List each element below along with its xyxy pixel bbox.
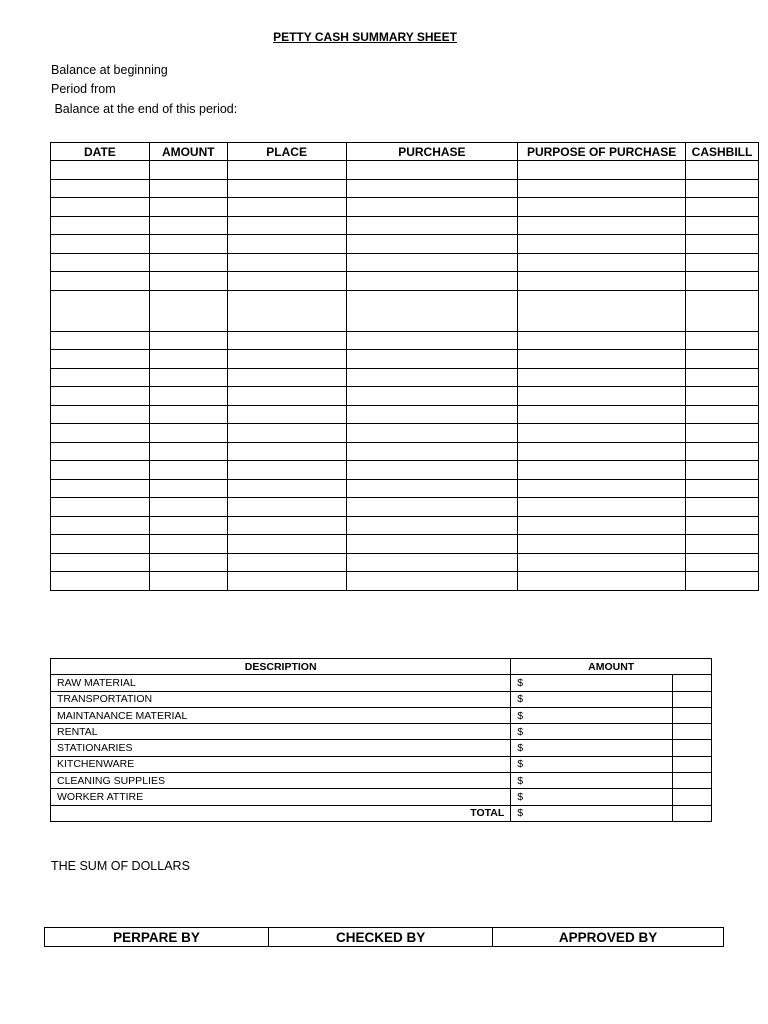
- total-label: TOTAL: [51, 805, 511, 821]
- table-cell[interactable]: [149, 461, 227, 480]
- summary-row: [51, 675, 712, 691]
- page-title: PETTY CASH SUMMARY SHEET: [273, 30, 457, 44]
- table-cell[interactable]: [685, 516, 758, 535]
- extra-cell[interactable]: [673, 691, 712, 707]
- table-cell[interactable]: [346, 553, 518, 572]
- table-cell[interactable]: [685, 179, 758, 198]
- amount-cell[interactable]: [535, 707, 673, 723]
- dollar-sign: $: [511, 691, 535, 707]
- table-cell[interactable]: [518, 572, 686, 591]
- prepared-by-cell[interactable]: PERPARE BY: [45, 928, 269, 947]
- table-body: [51, 161, 759, 591]
- table-cell[interactable]: [346, 290, 518, 331]
- table-cell[interactable]: [149, 290, 227, 331]
- table-cell[interactable]: [51, 368, 150, 387]
- column-header-amount: AMOUNT: [149, 143, 227, 161]
- table-cell[interactable]: [518, 424, 686, 443]
- extra-cell[interactable]: [673, 740, 712, 756]
- table-cell[interactable]: [149, 405, 227, 424]
- table-cell[interactable]: [518, 498, 686, 517]
- table-row: [51, 405, 759, 424]
- table-cell[interactable]: [346, 216, 518, 235]
- column-header-cashbill: CASHBILL: [685, 143, 758, 161]
- table-cell[interactable]: [346, 198, 518, 217]
- signature-row: [45, 928, 724, 947]
- table-cell[interactable]: [685, 405, 758, 424]
- table-row: [51, 553, 759, 572]
- table-cell[interactable]: [51, 350, 150, 369]
- table-cell[interactable]: [685, 350, 758, 369]
- extra-cell[interactable]: [673, 675, 712, 691]
- table-cell[interactable]: [51, 331, 150, 350]
- table-cell[interactable]: [227, 498, 346, 517]
- table-cell[interactable]: [51, 405, 150, 424]
- table-header-row: [51, 143, 759, 161]
- summary-row: [51, 707, 712, 723]
- table-cell[interactable]: [346, 272, 518, 291]
- table-cell[interactable]: [149, 368, 227, 387]
- extra-cell[interactable]: [673, 707, 712, 723]
- table-cell[interactable]: [518, 368, 686, 387]
- table-row: [51, 198, 759, 217]
- table-cell[interactable]: [518, 535, 686, 554]
- amount-cell[interactable]: [535, 724, 673, 740]
- table-cell[interactable]: [227, 368, 346, 387]
- table-cell[interactable]: [518, 290, 686, 331]
- table-cell[interactable]: [51, 553, 150, 572]
- table-cell[interactable]: [227, 272, 346, 291]
- table-cell[interactable]: [227, 535, 346, 554]
- approved-by-cell[interactable]: APPROVED BY: [493, 928, 724, 947]
- summary-row: [51, 773, 712, 789]
- summary-header-description: DESCRIPTION: [51, 659, 511, 675]
- table-cell[interactable]: [149, 442, 227, 461]
- dollar-sign: $: [511, 773, 535, 789]
- table-cell[interactable]: [51, 424, 150, 443]
- table-cell[interactable]: [518, 461, 686, 480]
- table-cell[interactable]: [685, 161, 758, 180]
- table-row: [51, 331, 759, 350]
- column-header-purpose: PURPOSE OF PURCHASE: [518, 143, 686, 161]
- table-cell[interactable]: [518, 387, 686, 406]
- table-row: [51, 498, 759, 517]
- summary-row: [51, 691, 712, 707]
- table-cell[interactable]: [51, 179, 150, 198]
- table-cell[interactable]: [149, 331, 227, 350]
- table-row: [51, 479, 759, 498]
- table-cell[interactable]: [227, 516, 346, 535]
- table-cell[interactable]: [346, 424, 518, 443]
- table-cell[interactable]: [227, 442, 346, 461]
- summary-body: [51, 675, 712, 822]
- expense-description: STATIONARIES: [51, 740, 511, 756]
- dollar-sign: $: [511, 789, 535, 805]
- table-cell[interactable]: [51, 387, 150, 406]
- table-cell[interactable]: [51, 216, 150, 235]
- dollar-sign: $: [511, 724, 535, 740]
- table-cell[interactable]: [518, 350, 686, 369]
- summary-total-row: [51, 805, 712, 821]
- dollar-sign: $: [511, 675, 535, 691]
- table-cell[interactable]: [685, 253, 758, 272]
- table-cell[interactable]: [149, 198, 227, 217]
- table-cell[interactable]: [227, 350, 346, 369]
- checked-by-cell[interactable]: CHECKED BY: [269, 928, 493, 947]
- table-cell[interactable]: [685, 272, 758, 291]
- table-cell[interactable]: [685, 216, 758, 235]
- table-cell[interactable]: [227, 424, 346, 443]
- table-cell[interactable]: [227, 461, 346, 480]
- table-cell[interactable]: [518, 516, 686, 535]
- table-row: [51, 516, 759, 535]
- dollar-sign: $: [511, 805, 535, 821]
- table-cell[interactable]: [685, 290, 758, 331]
- table-cell[interactable]: [685, 331, 758, 350]
- table-cell[interactable]: [346, 350, 518, 369]
- amount-cell[interactable]: [535, 805, 673, 821]
- table-cell[interactable]: [518, 479, 686, 498]
- table-cell[interactable]: [227, 387, 346, 406]
- table-cell[interactable]: [227, 405, 346, 424]
- summary-row: [51, 789, 712, 805]
- table-row: [51, 161, 759, 180]
- table-row: [51, 535, 759, 554]
- table-cell[interactable]: [346, 572, 518, 591]
- table-cell[interactable]: [346, 235, 518, 254]
- table-cell[interactable]: [346, 161, 518, 180]
- summary-row: [51, 756, 712, 772]
- table-cell[interactable]: [685, 498, 758, 517]
- table-row: [51, 368, 759, 387]
- table-cell[interactable]: [685, 553, 758, 572]
- table-cell[interactable]: [149, 350, 227, 369]
- table-cell[interactable]: [685, 424, 758, 443]
- column-header-purchase: PURCHASE: [346, 143, 518, 161]
- table-cell[interactable]: [149, 387, 227, 406]
- table-cell[interactable]: [149, 479, 227, 498]
- table-cell[interactable]: [685, 572, 758, 591]
- table-cell[interactable]: [149, 535, 227, 554]
- extra-cell[interactable]: [673, 756, 712, 772]
- dollar-sign: $: [511, 756, 535, 772]
- table-cell[interactable]: [227, 198, 346, 217]
- table-row: [51, 290, 759, 331]
- expense-description: WORKER ATTIRE: [51, 789, 511, 805]
- table-cell[interactable]: [149, 161, 227, 180]
- extra-cell[interactable]: [673, 773, 712, 789]
- table-cell[interactable]: [149, 553, 227, 572]
- table-cell[interactable]: [227, 572, 346, 591]
- table-cell[interactable]: [51, 535, 150, 554]
- table-cell[interactable]: [227, 290, 346, 331]
- table-cell[interactable]: [227, 179, 346, 198]
- table-cell[interactable]: [346, 179, 518, 198]
- amount-cell[interactable]: [535, 740, 673, 756]
- table-cell[interactable]: [518, 553, 686, 572]
- column-header-date: DATE: [51, 143, 150, 161]
- signature-table: [44, 927, 724, 947]
- summary-row: [51, 724, 712, 740]
- table-cell[interactable]: [346, 461, 518, 480]
- table-cell[interactable]: [518, 405, 686, 424]
- table-cell[interactable]: [227, 479, 346, 498]
- table-cell[interactable]: [227, 553, 346, 572]
- table-cell[interactable]: [346, 368, 518, 387]
- table-cell[interactable]: [51, 461, 150, 480]
- table-cell[interactable]: [346, 479, 518, 498]
- expense-description: KITCHENWARE: [51, 756, 511, 772]
- dollar-sign: $: [511, 740, 535, 756]
- table-row: [51, 424, 759, 443]
- table-row: [51, 179, 759, 198]
- table-cell[interactable]: [518, 179, 686, 198]
- table-cell[interactable]: [149, 179, 227, 198]
- table-row: [51, 350, 759, 369]
- table-row: [51, 253, 759, 272]
- summary-table: [50, 658, 712, 822]
- table-cell[interactable]: [518, 216, 686, 235]
- table-cell[interactable]: [51, 572, 150, 591]
- table-cell[interactable]: [518, 253, 686, 272]
- table-cell[interactable]: [51, 161, 150, 180]
- table-cell[interactable]: [149, 498, 227, 517]
- table-cell[interactable]: [346, 331, 518, 350]
- table-row: [51, 461, 759, 480]
- table-row: [51, 235, 759, 254]
- period-from-label: Period from: [51, 82, 116, 96]
- table-cell[interactable]: [518, 198, 686, 217]
- table-cell[interactable]: [51, 198, 150, 217]
- summary-row: [51, 740, 712, 756]
- amount-cell[interactable]: [535, 675, 673, 691]
- extra-cell[interactable]: [673, 724, 712, 740]
- table-cell[interactable]: [346, 516, 518, 535]
- table-cell[interactable]: [346, 535, 518, 554]
- table-cell[interactable]: [518, 272, 686, 291]
- table-cell[interactable]: [149, 272, 227, 291]
- table-row: [51, 272, 759, 291]
- summary-header-amount: AMOUNT: [511, 659, 712, 675]
- amount-cell[interactable]: [535, 773, 673, 789]
- table-cell[interactable]: [149, 572, 227, 591]
- table-cell[interactable]: [685, 198, 758, 217]
- table-cell[interactable]: [518, 161, 686, 180]
- dollar-sign: $: [511, 707, 535, 723]
- table-cell[interactable]: [149, 424, 227, 443]
- sum-of-dollars-label: THE SUM OF DOLLARS: [51, 859, 190, 873]
- table-cell[interactable]: [51, 290, 150, 331]
- table-cell[interactable]: [685, 442, 758, 461]
- table-cell[interactable]: [149, 216, 227, 235]
- table-row: [51, 572, 759, 591]
- table-cell[interactable]: [346, 253, 518, 272]
- table-cell[interactable]: [51, 498, 150, 517]
- extra-cell[interactable]: [673, 805, 712, 821]
- expense-description: RAW MATERIAL: [51, 675, 511, 691]
- table-cell[interactable]: [346, 387, 518, 406]
- table-cell[interactable]: [346, 498, 518, 517]
- table-cell[interactable]: [51, 272, 150, 291]
- table-row: [51, 387, 759, 406]
- table-cell[interactable]: [51, 235, 150, 254]
- column-header-place: PLACE: [227, 143, 346, 161]
- petty-cash-table: [50, 142, 759, 591]
- summary-header-row: [51, 659, 712, 675]
- table-cell[interactable]: [518, 442, 686, 461]
- balance-end-label: Balance at the end of this period:: [51, 102, 238, 116]
- amount-cell[interactable]: [535, 756, 673, 772]
- table-cell[interactable]: [685, 461, 758, 480]
- table-cell[interactable]: [149, 235, 227, 254]
- expense-description: MAINTANANCE MATERIAL: [51, 707, 511, 723]
- extra-cell[interactable]: [673, 789, 712, 805]
- table-cell[interactable]: [346, 405, 518, 424]
- table-cell[interactable]: [227, 235, 346, 254]
- expense-description: RENTAL: [51, 724, 511, 740]
- table-cell[interactable]: [685, 235, 758, 254]
- table-cell[interactable]: [346, 442, 518, 461]
- table-row: [51, 442, 759, 461]
- table-cell[interactable]: [685, 368, 758, 387]
- table-cell[interactable]: [51, 442, 150, 461]
- expense-description: CLEANING SUPPLIES: [51, 773, 511, 789]
- table-cell[interactable]: [51, 253, 150, 272]
- table-cell[interactable]: [51, 479, 150, 498]
- table-cell[interactable]: [227, 161, 346, 180]
- table-cell[interactable]: [685, 387, 758, 406]
- table-cell[interactable]: [227, 253, 346, 272]
- table-cell[interactable]: [518, 235, 686, 254]
- table-row: [51, 216, 759, 235]
- amount-cell[interactable]: [535, 691, 673, 707]
- table-cell[interactable]: [149, 516, 227, 535]
- balance-beginning-label: Balance at beginning: [51, 63, 168, 77]
- table-cell[interactable]: [51, 516, 150, 535]
- amount-cell[interactable]: [535, 789, 673, 805]
- table-cell[interactable]: [227, 331, 346, 350]
- table-cell[interactable]: [227, 216, 346, 235]
- expense-description: TRANSPORTATION: [51, 691, 511, 707]
- table-cell[interactable]: [685, 535, 758, 554]
- table-cell[interactable]: [685, 479, 758, 498]
- table-cell[interactable]: [518, 331, 686, 350]
- table-cell[interactable]: [149, 253, 227, 272]
